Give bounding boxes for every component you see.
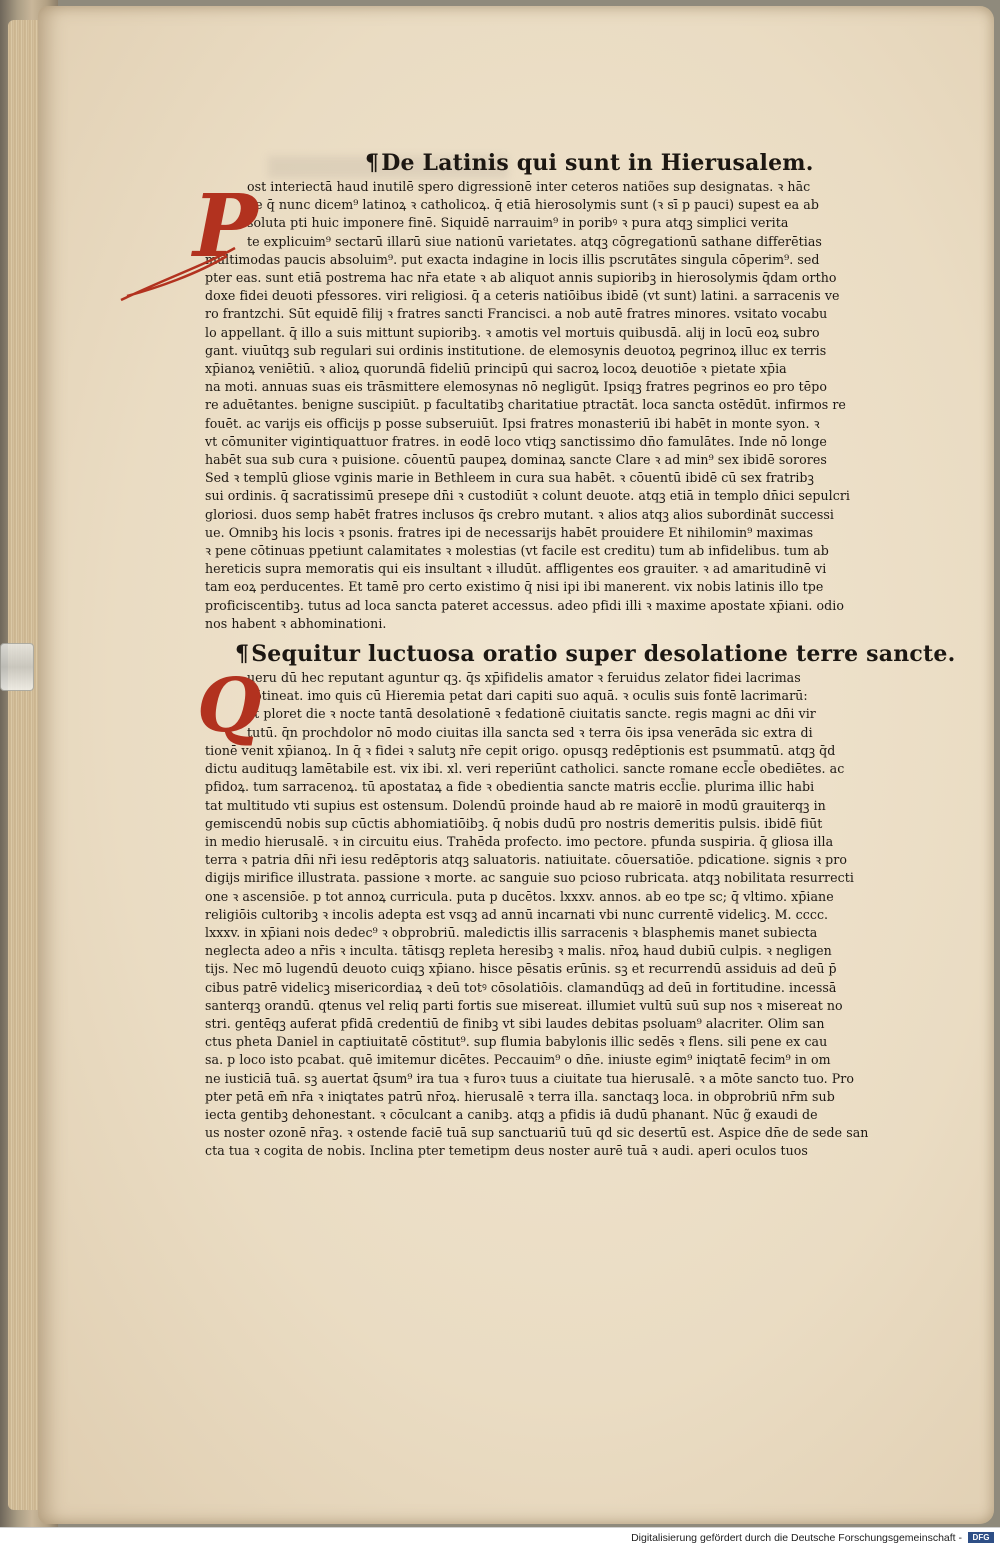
text-line: doxe fidei deuoti pfessores. viri religiosi. q̄ a ceteris natiōibus ibidē (vt sunt) latini. a sarracenis ve [205, 288, 840, 304]
text-line: dictu audituqꝫ lamētabile est. vix ibi. xl. veri reperiūnt catholici. sancte romane eccl̄e obediētes. ac [205, 761, 845, 777]
text-line: ꝛ pene cōtinuas ppetiunt calamitates ꝛ molestias (vt facile est creditu) tum ab infidelibus. tum ab [205, 543, 829, 559]
text-line: multimodas paucis absoluim⁹. put exacta indagine in locis illis pscrutātes singula cōperim⁹. sed [205, 251, 820, 267]
pilcrow-icon: ¶ [365, 150, 380, 176]
text-line: in medio hierusalē. ꝛ in circuitu eius. Trahēda profecto. imo pectore. pfunda suspiria. q̄ gliosa illa [205, 833, 834, 849]
text-line: ro frantzchi. Sūt equidē filij ꝛ fratres sancti Francisci. a nob autē fratres minores. vsitato vocabu [205, 306, 828, 322]
text-line: tam eoꝝ perducentes. Et tamē pro certo existimo q̄ nisi ipi ibi manerent. vix nobis latinis illo tpe [205, 579, 824, 595]
text-line: tutū. q̄n prochdolor nō modo ciuitas illa sancta sed ꝛ terra ōis ipsa venerāda sic extra di [247, 724, 813, 740]
text-line: iecta gentibꝫ dehonestant. ꝛ cōculcant a canibꝫ. atqꝫ a pfidis iā dudū phanant. Nūc g̃ exaudi de [205, 1106, 818, 1122]
section-body [205, 178, 910, 633]
text-line: tat multitudo vti supius est ostensum. Dolendū proinde haud ab re maiorē in modū grauiterqꝫ in [205, 797, 826, 813]
rubricated-initial: P [193, 176, 258, 277]
text-line: ost interiectā haud inutilē spero digressionē inter ceteros natiões sup designatas. ꝛ hāc [247, 179, 811, 194]
funding-credit: Digitalisierung gefördert durch die Deutsche Forschungsgemeinschaft - [631, 1532, 962, 1544]
text-line: tijs. Nec mō lugendū deuoto cuiqꝫ xp̄iano. hisce pēsatis erūnis. sꝫ et recurrendū assiduis ad deū p̄ [205, 961, 837, 977]
text-line: gant. viuūtqꝫ sub regulari sui ordinis institutione. de elemosynis deuotoꝝ pegrinoꝝ illuc ex terris [205, 342, 827, 358]
text-line: Sed ꝛ templū gliose vginis marie in Bethleem in cura sua habēt. ꝛ cōuentū ibidē cū sex fratribꝫ [205, 470, 815, 486]
dfg-logo: DFG [968, 1532, 994, 1543]
text-line: tionē venit xp̄ianoꝝ. In q̄ ꝛ fidei ꝛ salutꝫ nr̄e cepit origo. opusqꝫ redēptionis est psummatū. atqꝫ q̄d [205, 742, 836, 758]
text-line: one ꝛ ascensiōe. p tot annoꝝ curricula. puta p ducētos. lxxxv. annos. ab eo tpe sc; q̄ vltimo. xp̄iane [205, 888, 834, 904]
page-edges [8, 20, 42, 1510]
text-line: de q̄ nunc dicem⁹ latinoꝝ ꝛ catholicoꝝ. q̄ etiā hierosolymis sunt (ꝛ sī p pauci) supest ea ab [247, 197, 819, 213]
text-line: terra ꝛ patria dn̄i nr̄i iesu redēptoris atqꝫ saluatoris. natiuitate. cōuersatiōe. pdicatione. signis ꝛ pro [205, 852, 847, 868]
text-line: hereticis supra memoratis qui eis insultant ꝛ illudūt. affligentes eos grauiter. ꝛ ad amaritudinē vi [205, 561, 827, 577]
text-line: habēt sua sub cura ꝛ puisione. cōuentū paupeꝝ dominaꝝ sancte Clare ꝛ ad min⁹ sex ibidē sorores [205, 452, 827, 468]
section-heading: ¶Sequitur luctuosa oratio super desolatione terre sancte. [235, 641, 956, 668]
text-line: stri. gentēqꝫ auferat pfidā credentiū de finibꝫ vt sibi laudes debitas psoluam⁹ alacriter. Olim san [205, 1015, 825, 1031]
text-line: xp̄ianoꝝ veniētiū. ꝛ alioꝝ quorundā fideliū principū qui sacroꝝ locoꝝ deuotiōe ꝛ pietate xp̄ia [205, 361, 787, 377]
text-line: vt ploret die ꝛ nocte tantā desolationē ꝛ fedationē ciuitatis sancte. regis magni ac dn̄i vir [247, 706, 816, 722]
text-line: ne iusticiā tuā. sꝫ auertat q̄sum⁹ ira tua ꝛ furoꝛ tuus a ciuitate tua hierusalē. ꝛ a mōte sancto tuo. Pro [205, 1070, 854, 1086]
text-line: pter petā em̄ nr̄a ꝛ iniqtates patrū nr̄oꝝ. hierusalē ꝛ terra illa. sanctaqꝫ loca. in obprobriū nr̄m sub [205, 1088, 835, 1104]
page-clip [0, 643, 34, 691]
text-line: re aduētantes. benigne suscipiūt. p facultatibꝫ charitatiue ptractāt. loca sancta ostēdūt. infirmos re [205, 397, 846, 413]
text-line: digijs mirifice illustrata. passione ꝛ morte. ac sanguie suo pcioso rubricata. atqꝫ nobilitata resurrecti [205, 870, 854, 886]
text-line: nos habent ꝛ abhominationi. [205, 615, 387, 631]
rubricated-initial: Q [197, 663, 262, 750]
footer-bar [0, 1527, 1000, 1548]
section-latins [193, 148, 910, 633]
text-block [193, 148, 956, 1161]
text-line: vt cōmuniter vigintiquattuor fratres. in eodē loco vtiqꝫ sanctissimo dn̄o famulātes. Inde nō longe [205, 433, 827, 449]
text-line: sui ordinis. q̄ sacratissimū presepe dn̄i ꝛ custodiūt ꝛ colunt deuote. atqꝫ etiā in templo dn̄ici sepulcri [205, 488, 850, 504]
text-line: ue. Omnibꝫ his locis ꝛ psonis. fratres ipi de necessarijs habēt prouidere Et nihilomin⁹ maximas [205, 524, 814, 540]
text-line: cibus patrē videlicꝫ misericordiaꝝ ꝛ deū totꝰ cōsolatiōis. clamandūqꝫ ad deū in fortitudine. incessā [205, 979, 837, 995]
text-line: neglecta adeo a nr̄is ꝛ inculta. tātisqꝫ repleta heresibꝫ ꝛ malis. nr̄oꝝ haud dubiū culpis. ꝛ negligen [205, 943, 832, 959]
section-lament [197, 639, 956, 1160]
text-line: cōtineat. imo quis cū Hieremia petat dari capiti suo aquā. ꝛ oculis suis fontē lacrimarū: [247, 688, 808, 704]
text-line: cta tua ꝛ cogita de nobis. Inclina pter temetipm deus noster aurē tuā ꝛ audi. aperi oculos tuos [205, 1143, 808, 1159]
text-line: ctus pheta Daniel in captiuitatē cōstitut⁹. sup flumia babylonis illic sedēs ꝛ flens. sili pene ex cau [205, 1034, 828, 1050]
text-line: santerqꝫ orandū. qtenus vel reliq parti fortis sue misereat. illumiet vultū suū sup nos ꝛ misereat no [205, 997, 843, 1013]
text-line: gemiscendū nobis sup cūctis abhomiatiōibꝫ. q̄ nobis dudū pro nostris demeritis pulsis. ibidē fiūt [205, 815, 823, 831]
text-line: religiōis cultoribꝫ ꝛ incolis adepta est vsqꝫ ad annū incarnati vbi nunc currentē videlicꝫ. M. cccc. [205, 906, 829, 922]
text-line: sa. p loco isto pcabat. quē imitemur dicētes. Peccauim⁹ o dn̄e. iniuste egim⁹ iniqtatē fecim⁹ in om [205, 1052, 831, 1068]
section-heading: ¶De Latinis qui sunt in Hierusalem. [365, 150, 814, 176]
text-line: us noster ozonē nr̄aꝫ. ꝛ ostende faciē tuā sup sanctuariū tuū qd sic desertū est. Aspice dn̄e de sede san [205, 1125, 869, 1141]
text-line: te explicuim⁹ sectarū illarū siue nationū varietates. atqꝫ cōgregationū sathane differētias [247, 233, 822, 249]
text-line: pter eas. sunt etiā postrema hac nr̄a etate ꝛ ab aliquot annis supioribꝫ in hierosolymis q̄dam ortho [205, 270, 837, 286]
initial-flourish [117, 244, 237, 304]
text-line: fouēt. ac varijs eis officijs p posse subseruiūt. Ipsi fratres monasteriū ibi habēt in monte syon. ꝛ [205, 415, 820, 431]
text-line: soluta pti huic imponere finē. Siquidē narrauim⁹ in poribꝰ ꝛ pura atqꝫ simplici verita [247, 215, 789, 231]
pilcrow-icon: ¶ [235, 641, 250, 668]
text-line: lo appellant. q̄ illo a suis mittunt supioribꝫ. ꝛ amotis vel mortuis quibusdā. alij in locū eoꝝ subro [205, 324, 820, 340]
text-line: ueru dū hec reputant aguntur qꝫ. q̄s xp̄ifidelis amator ꝛ feruidus zelator fidei lacrimas [247, 670, 801, 686]
text-line: proficiscentibꝫ. tutus ad loca sancta pateret accessus. adeo pfidi illi ꝛ maxime apostate xp̄iani. odio [205, 597, 844, 613]
text-line: lxxxv. in xp̄iani nois dedec⁹ ꝛ obprobriū. maledictis illis sarracenis ꝛ blasphemis manet subiecta [205, 924, 818, 940]
section-body [205, 669, 910, 1160]
text-line: pfidoꝝ. tum sarracenoꝝ. tū apostataꝝ a fide ꝛ obedientia sancte matris eccl̄ie. plurima illic habi [205, 779, 815, 795]
text-line: na moti. annuas suas eis trāsmittere elemosynas nō negligūt. Ipsiqꝫ fratres pegrinos eo pro tēpo [205, 379, 828, 395]
text-line: gloriosi. duos semp habēt fratres inclusos q̄s crebro mutant. ꝛ alios atqꝫ alios subordināt successi [205, 506, 835, 522]
